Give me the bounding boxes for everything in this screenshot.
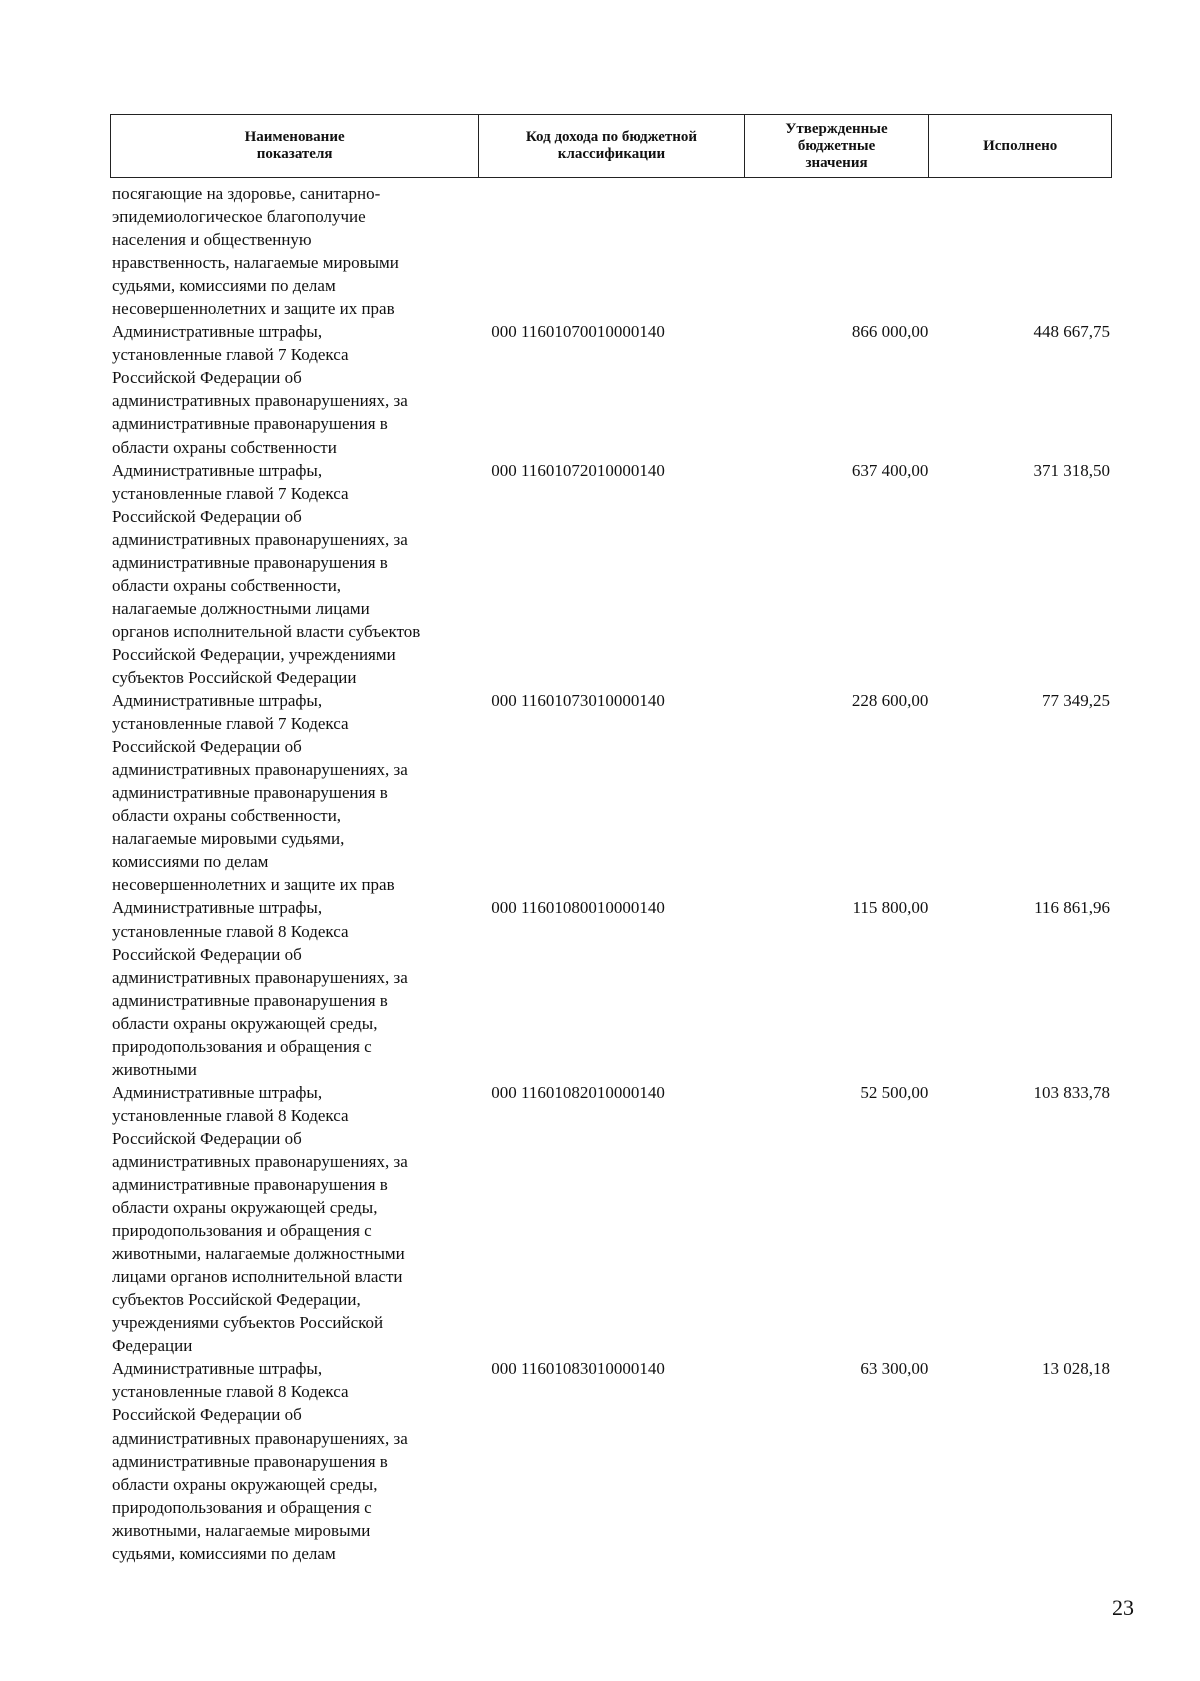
row-approved: 866 000,00 xyxy=(851,322,929,342)
row-done: 77 349,25 xyxy=(1042,691,1111,711)
row-name: посягающие на здоровье, санитарно- эпидемиологическое благополучие населения и общественную нравственность, налагаемые мировыми судьями, комиссиями по делам несовершеннолетних и защите их прав xyxy=(112,184,399,319)
header-name: Наименование показателя xyxy=(111,115,479,177)
row-approved: 115 800,00 xyxy=(852,898,929,918)
table-row xyxy=(112,320,1112,458)
header-code: Код дохода по бюджетной классификации xyxy=(479,115,744,177)
table-row xyxy=(112,896,1112,1080)
page-number: 23 xyxy=(1112,1595,1134,1620)
row-approved: 637 400,00 xyxy=(851,460,929,480)
table-header xyxy=(110,114,1112,178)
row-done: 371 318,50 xyxy=(1033,460,1111,480)
row-code: 000 11601073010000140 xyxy=(491,691,665,711)
row-code: 000 11601070010000140 xyxy=(491,322,665,342)
row-done: 103 833,78 xyxy=(1033,1082,1111,1102)
row-code: 000 11601082010000140 xyxy=(491,1082,665,1102)
table-row xyxy=(112,689,1112,896)
row-done: 116 861,96 xyxy=(1034,898,1111,918)
row-done: 448 667,75 xyxy=(1033,322,1111,342)
row-done: 13 028,18 xyxy=(1042,1359,1111,1379)
row-approved: 52 500,00 xyxy=(860,1082,929,1102)
table-row xyxy=(112,1081,1112,1358)
row-code: 000 11601072010000140 xyxy=(491,460,665,480)
row-approved: 228 600,00 xyxy=(851,691,929,711)
table-row xyxy=(112,182,1112,320)
row-code: 000 11601083010000140 xyxy=(491,1359,665,1379)
row-name: Административные штрафы, установленные главой 8 Кодекса Российской Федерации об административных правонарушениях, за административные правонарушения в области охраны окружающей среды, природопользования и обращения с животными, налагаемые мировыми судьями, комиссиями по делам xyxy=(112,1359,408,1563)
row-name: Административные штрафы, установленные главой 7 Кодекса Российской Федерации об административных правонарушениях, за административные правонарушения в области охраны собственности, налагаемые должностными лицами органов исполнительной власти субъектов Российской Федерации, учреждениями субъектов Российской Федерации xyxy=(112,460,421,687)
row-name: Административные штрафы, установленные главой 7 Кодекса Российской Федерации об административных правонарушениях, за административные правонарушения в области охраны собственности xyxy=(112,322,408,457)
row-code: 000 11601080010000140 xyxy=(491,898,665,918)
row-approved: 63 300,00 xyxy=(860,1359,929,1379)
row-name: Административные штрафы, установленные главой 8 Кодекса Российской Федерации об административных правонарушениях, за административные правонарушения в области охраны окружающей среды, природопользования и обращения с животными xyxy=(112,898,408,1079)
row-name: Административные штрафы, установленные главой 8 Кодекса Российской Федерации об административных правонарушениях, за административные правонарушения в области охраны окружающей среды, природопользования и обращения с животными, налагаемые должностными лицами органов исполнительной власти субъектов Российской Федерации, учреждениями субъектов Российской Федерации xyxy=(112,1082,408,1356)
header-approved: Утвержденные бюджетные значения xyxy=(745,115,930,177)
header-done: Исполнено xyxy=(983,137,1058,154)
table-body xyxy=(112,182,1112,1565)
table-row xyxy=(112,459,1112,689)
row-name: Административные штрафы, установленные главой 7 Кодекса Российской Федерации об административных правонарушениях, за административные правонарушения в области охраны собственности, налагаемые мировыми судьями, комиссиями по делам несовершеннолетних и защите их прав xyxy=(112,691,408,895)
table-row xyxy=(112,1357,1112,1564)
